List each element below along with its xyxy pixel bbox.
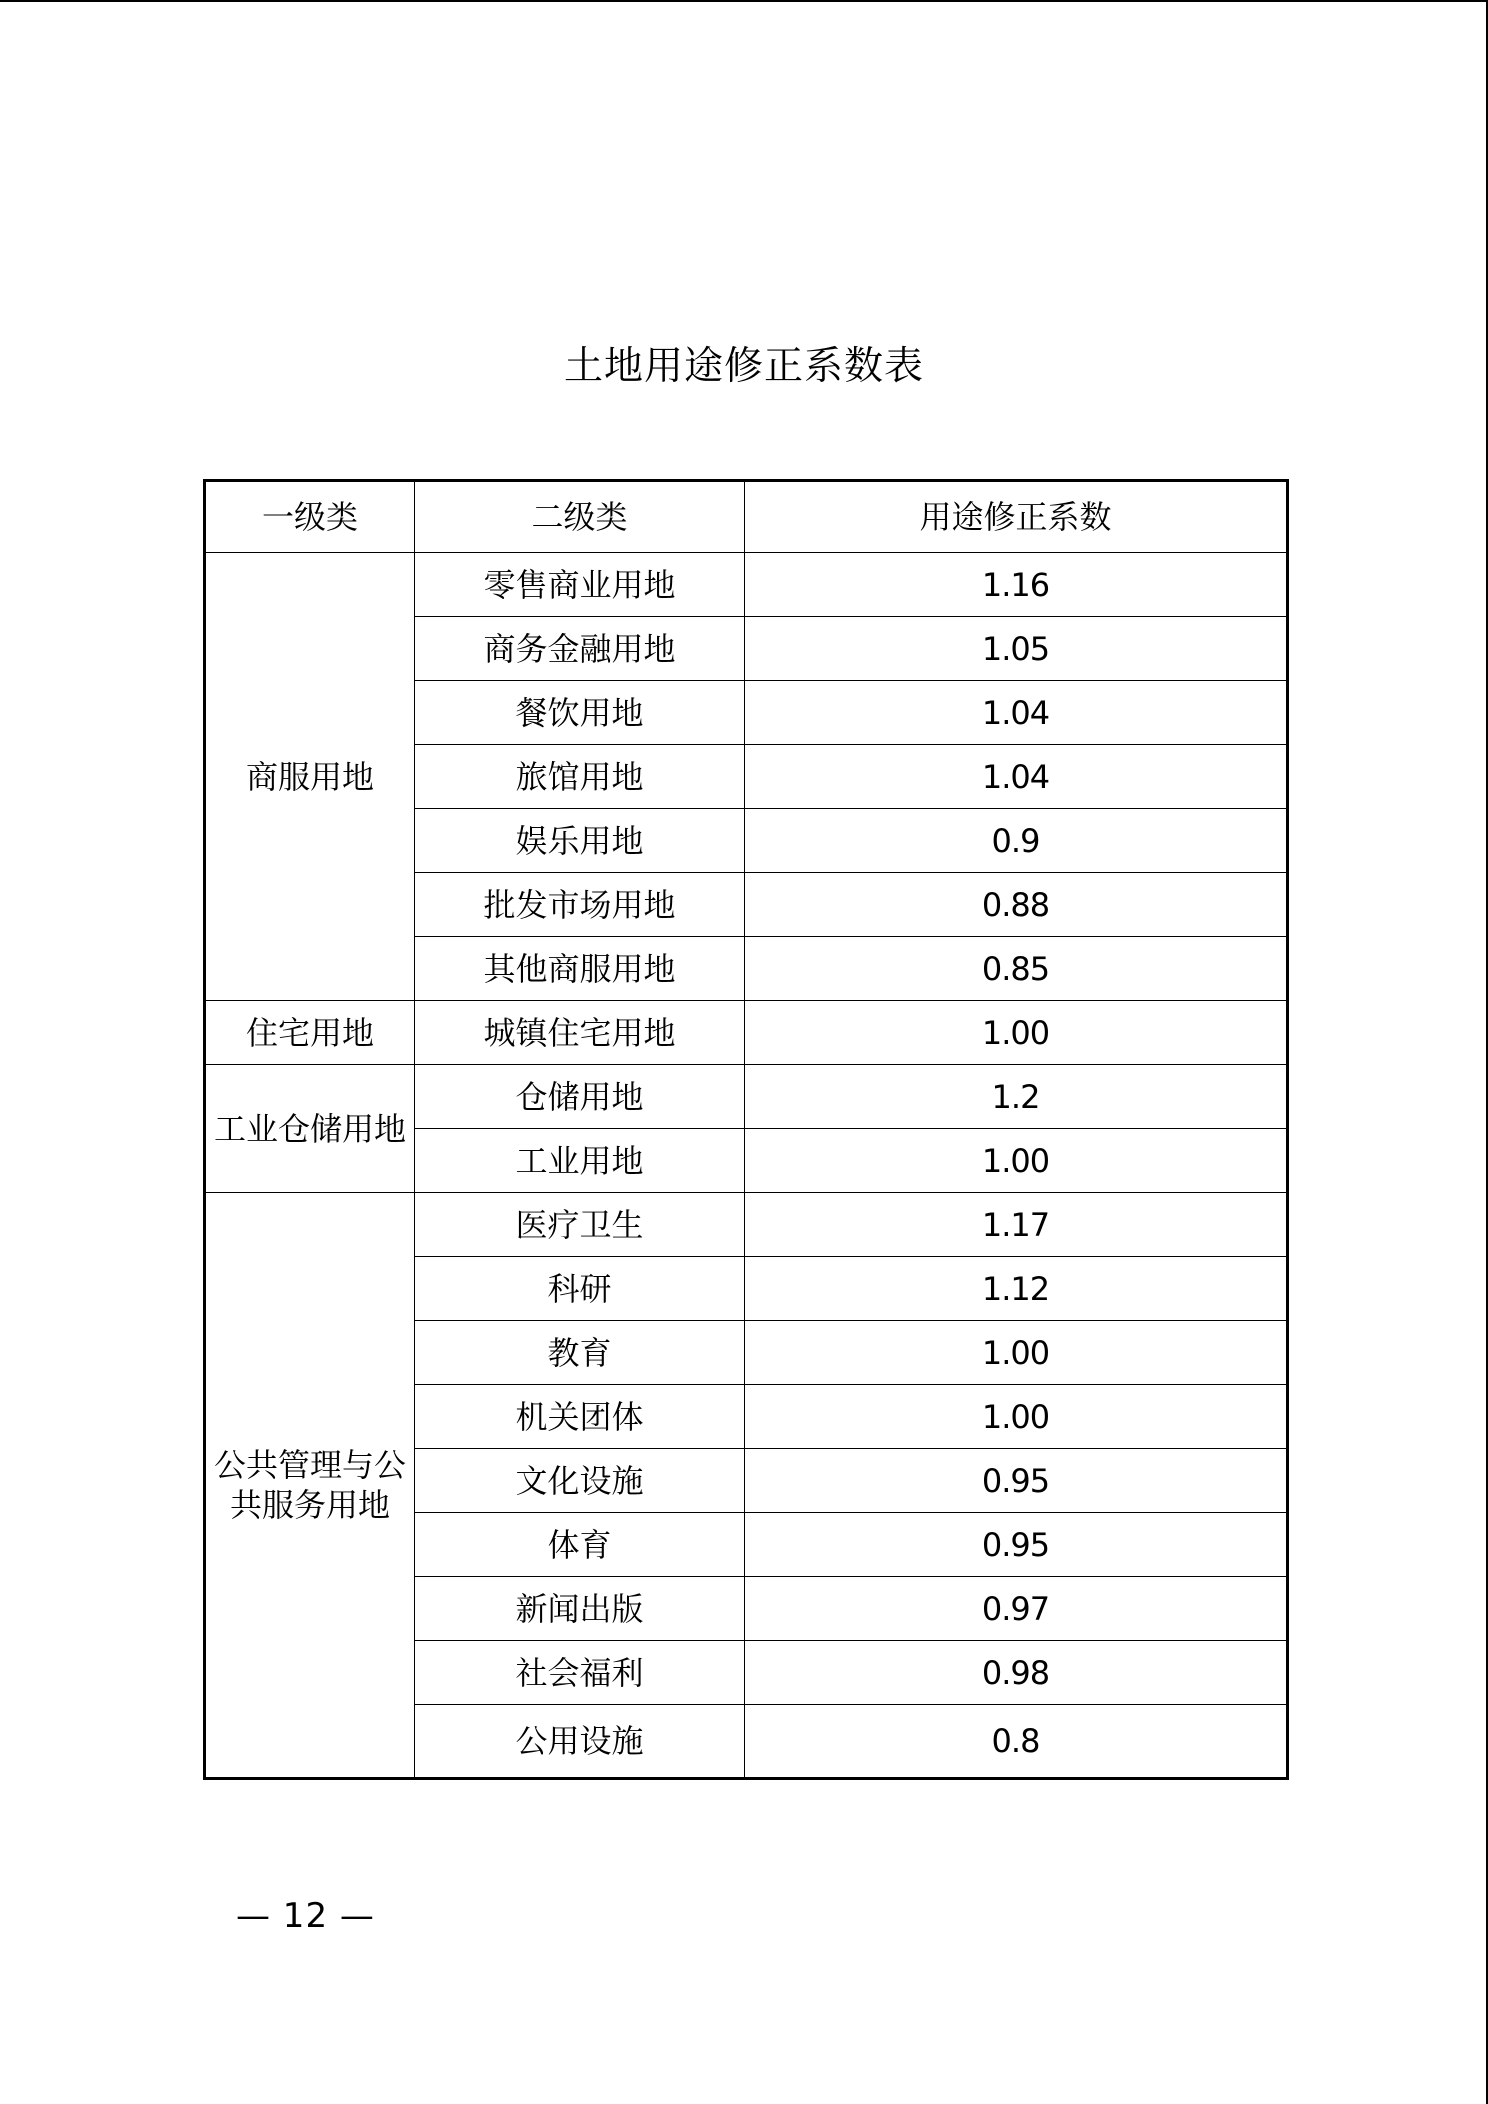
coefficient-cell: 1.17 <box>745 1193 1288 1257</box>
coefficient-cell: 1.05 <box>745 617 1288 681</box>
secondary-category-cell: 工业用地 <box>415 1129 745 1193</box>
coefficient-cell: 0.88 <box>745 873 1288 937</box>
table-row <box>205 1065 1288 1129</box>
secondary-category-cell: 餐饮用地 <box>415 681 745 745</box>
secondary-category-cell: 社会福利 <box>415 1641 745 1705</box>
coefficient-cell: 1.12 <box>745 1257 1288 1321</box>
secondary-category-cell: 娱乐用地 <box>415 809 745 873</box>
coefficient-cell: 1.00 <box>745 1001 1288 1065</box>
secondary-category-cell: 公用设施 <box>415 1705 745 1779</box>
coefficient-cell: 0.85 <box>745 937 1288 1001</box>
coefficient-cell: 1.00 <box>745 1385 1288 1449</box>
secondary-category-cell: 批发市场用地 <box>415 873 745 937</box>
coefficient-cell: 1.2 <box>745 1065 1288 1129</box>
secondary-category-cell: 其他商服用地 <box>415 937 745 1001</box>
table-row <box>205 1193 1288 1257</box>
primary-category-cell: 工业仓储用地 <box>205 1065 415 1193</box>
coefficient-cell: 1.04 <box>745 681 1288 745</box>
secondary-category-cell: 机关团体 <box>415 1385 745 1449</box>
header-coefficient: 用途修正系数 <box>745 481 1288 553</box>
coefficient-cell: 0.8 <box>745 1705 1288 1779</box>
secondary-category-cell: 仓储用地 <box>415 1065 745 1129</box>
coefficient-cell: 0.95 <box>745 1449 1288 1513</box>
land-use-coefficient-table <box>203 479 1289 1780</box>
table-header-row <box>205 481 1288 553</box>
table-row <box>205 553 1288 617</box>
secondary-category-cell: 文化设施 <box>415 1449 745 1513</box>
coefficient-cell: 0.9 <box>745 809 1288 873</box>
coefficient-cell: 1.04 <box>745 745 1288 809</box>
page-number: — 12 — <box>236 1896 375 1936</box>
primary-category-cell: 商服用地 <box>205 553 415 1001</box>
secondary-category-cell: 科研 <box>415 1257 745 1321</box>
coefficient-cell: 1.16 <box>745 553 1288 617</box>
secondary-category-cell: 体育 <box>415 1513 745 1577</box>
coefficient-cell: 0.97 <box>745 1577 1288 1641</box>
table-row <box>205 1001 1288 1065</box>
coefficient-cell: 0.98 <box>745 1641 1288 1705</box>
secondary-category-cell: 商务金融用地 <box>415 617 745 681</box>
secondary-category-cell: 城镇住宅用地 <box>415 1001 745 1065</box>
secondary-category-cell: 医疗卫生 <box>415 1193 745 1257</box>
header-primary-category: 一级类 <box>205 481 415 553</box>
coefficient-cell: 0.95 <box>745 1513 1288 1577</box>
page-top-border <box>0 0 1488 2</box>
primary-category-cell: 公共管理与公共服务用地 <box>205 1193 415 1779</box>
secondary-category-cell: 零售商业用地 <box>415 553 745 617</box>
document-title: 土地用途修正系数表 <box>563 344 924 389</box>
header-secondary-category: 二级类 <box>415 481 745 553</box>
primary-category-cell: 住宅用地 <box>205 1001 415 1065</box>
secondary-category-cell: 教育 <box>415 1321 745 1385</box>
secondary-category-cell: 旅馆用地 <box>415 745 745 809</box>
secondary-category-cell: 新闻出版 <box>415 1577 745 1641</box>
coefficient-cell: 1.00 <box>745 1129 1288 1193</box>
coefficient-cell: 1.00 <box>745 1321 1288 1385</box>
